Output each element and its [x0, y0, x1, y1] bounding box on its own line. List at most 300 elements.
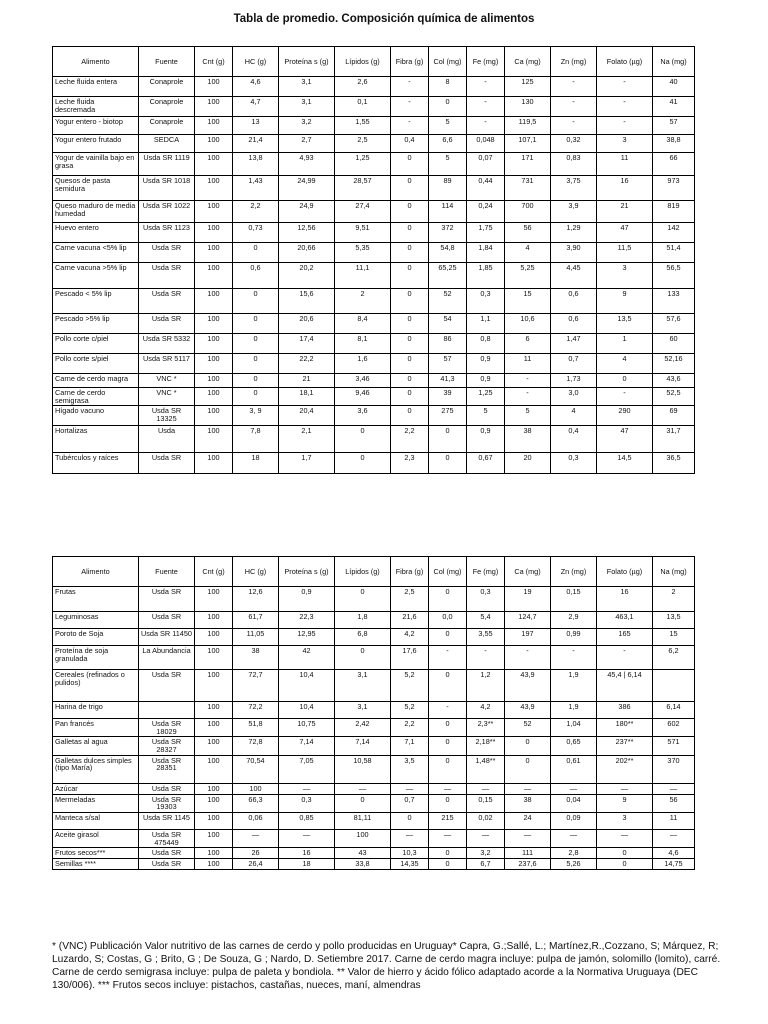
page-title: Tabla de promedio. Composición química de alimentos — [233, 13, 535, 25]
value-cell: 1,9 — [551, 702, 597, 719]
value-cell: 0,65 — [551, 737, 597, 755]
value-cell: 15 — [505, 289, 551, 314]
value-cell: 3,1 — [279, 77, 335, 97]
table-row — [53, 794, 695, 812]
value-cell: 3,75 — [551, 176, 597, 201]
source-cell — [139, 702, 195, 719]
value-cell: — — [653, 829, 695, 847]
source-cell: Usda SR — [139, 859, 195, 870]
value-cell: 0 — [391, 388, 429, 406]
value-cell: 38 — [233, 646, 279, 670]
value-cell: 24 — [505, 812, 551, 829]
value-cell: 100 — [195, 243, 233, 263]
value-cell: 0,83 — [551, 153, 597, 176]
value-cell: 0 — [233, 334, 279, 354]
source-cell: VNC * — [139, 374, 195, 388]
value-cell: 4,93 — [279, 153, 335, 176]
value-cell: - — [551, 646, 597, 670]
value-cell: 11,1 — [335, 263, 391, 289]
source-cell: Usda SR — [139, 612, 195, 629]
value-cell: 21 — [279, 374, 335, 388]
food-name-cell: Yogur entero frutado — [53, 135, 139, 153]
value-cell: 100 — [195, 117, 233, 135]
value-cell: 165 — [597, 629, 653, 646]
value-cell: 10,3 — [391, 848, 429, 859]
value-cell: 100 — [195, 374, 233, 388]
value-cell: — — [335, 783, 391, 794]
value-cell: 27,4 — [335, 201, 391, 223]
value-cell: 47 — [597, 223, 653, 243]
value-cell: 11 — [597, 153, 653, 176]
source-cell: Usda SR 1022 — [139, 201, 195, 223]
source-cell: Usda SR 1123 — [139, 223, 195, 243]
value-cell: 0 — [505, 755, 551, 783]
value-cell: 100 — [195, 426, 233, 453]
value-cell: 7,05 — [279, 755, 335, 783]
value-cell: 72,8 — [233, 737, 279, 755]
source-cell: Usda SR 28327 — [139, 737, 195, 755]
food-name-cell: Pescado >5% lip — [53, 314, 139, 334]
value-cell: 51,4 — [653, 243, 695, 263]
value-cell: 7,1 — [391, 737, 429, 755]
table-row — [53, 243, 695, 263]
value-cell: 9,46 — [335, 388, 391, 406]
value-cell: — — [391, 783, 429, 794]
value-cell: - — [391, 77, 429, 97]
value-cell: - — [429, 702, 467, 719]
value-cell: — — [279, 829, 335, 847]
food-name-cell: Frutas — [53, 587, 139, 612]
value-cell: 107,1 — [505, 135, 551, 153]
table-row — [53, 812, 695, 829]
value-cell: 237,6 — [505, 859, 551, 870]
value-cell: 56 — [653, 794, 695, 812]
value-cell: 100 — [335, 829, 391, 847]
source-cell: VNC * — [139, 388, 195, 406]
value-cell: 2 — [335, 289, 391, 314]
value-cell: 4,45 — [551, 263, 597, 289]
value-cell: 100 — [195, 646, 233, 670]
value-cell: 275 — [429, 406, 467, 426]
value-cell: 5,26 — [551, 859, 597, 870]
value-cell: 973 — [653, 176, 695, 201]
value-cell: 15 — [653, 629, 695, 646]
value-cell: 100 — [195, 670, 233, 702]
table-row — [53, 263, 695, 289]
value-cell: 142 — [653, 223, 695, 243]
value-cell: 0 — [429, 453, 467, 474]
value-cell: 22,3 — [279, 612, 335, 629]
column-header: Fibra (g) — [391, 47, 429, 77]
value-cell: 10,75 — [279, 719, 335, 737]
value-cell: 100 — [195, 135, 233, 153]
value-cell: — — [597, 829, 653, 847]
value-cell: 11,05 — [233, 629, 279, 646]
table-row — [53, 77, 695, 97]
source-cell: Usda SR — [139, 314, 195, 334]
value-cell: 4 — [505, 243, 551, 263]
value-cell: 2,18** — [467, 737, 505, 755]
source-cell: Usda SR 1119 — [139, 153, 195, 176]
value-cell: 114 — [429, 201, 467, 223]
value-cell: — — [653, 783, 695, 794]
value-cell: - — [429, 646, 467, 670]
value-cell: 41 — [653, 97, 695, 117]
value-cell: 54,8 — [429, 243, 467, 263]
food-name-cell: Azúcar — [53, 783, 139, 794]
value-cell: 100 — [195, 783, 233, 794]
value-cell: 56,5 — [653, 263, 695, 289]
value-cell: 0,73 — [233, 223, 279, 243]
value-cell: — — [233, 829, 279, 847]
value-cell: 9 — [597, 794, 653, 812]
value-cell: — — [505, 829, 551, 847]
value-cell: 19 — [505, 587, 551, 612]
food-name-cell: Proteína de soja granulada — [53, 646, 139, 670]
food-name-cell: Leguminosas — [53, 612, 139, 629]
value-cell: 0 — [391, 334, 429, 354]
value-cell: 4,2 — [391, 629, 429, 646]
value-cell: 18 — [233, 453, 279, 474]
value-cell: 14,5 — [597, 453, 653, 474]
value-cell: 26,4 — [233, 859, 279, 870]
value-cell: — — [467, 783, 505, 794]
table-row — [53, 783, 695, 794]
value-cell: - — [551, 117, 597, 135]
value-cell: 0 — [429, 97, 467, 117]
value-cell: 20,2 — [279, 263, 335, 289]
food-name-cell: Harina de trigo — [53, 702, 139, 719]
value-cell: 0,3 — [467, 289, 505, 314]
food-name-cell: Pollo corte c/piel — [53, 334, 139, 354]
value-cell: 36,5 — [653, 453, 695, 474]
food-name-cell: Tubérculos y raíces — [53, 453, 139, 474]
value-cell: 100 — [195, 859, 233, 870]
column-header: Na (mg) — [653, 557, 695, 587]
food-name-cell: Galletas al agua — [53, 737, 139, 755]
value-cell: 66 — [653, 153, 695, 176]
value-cell: 18 — [279, 859, 335, 870]
value-cell: 0,1 — [335, 97, 391, 117]
value-cell: 7,8 — [233, 426, 279, 453]
value-cell: 6,6 — [429, 135, 467, 153]
value-cell: 100 — [195, 77, 233, 97]
value-cell: - — [505, 646, 551, 670]
value-cell: 9 — [597, 289, 653, 314]
value-cell: 31,7 — [653, 426, 695, 453]
table-row — [53, 453, 695, 474]
table-row — [53, 670, 695, 702]
value-cell: 3,1 — [279, 97, 335, 117]
value-cell: 0,04 — [551, 794, 597, 812]
value-cell: 215 — [429, 812, 467, 829]
value-cell: 1,8 — [335, 612, 391, 629]
value-cell: 3,1 — [335, 702, 391, 719]
value-cell: 4 — [597, 354, 653, 374]
value-cell: 0 — [335, 794, 391, 812]
value-cell: 17,4 — [279, 334, 335, 354]
value-cell: 10,6 — [505, 314, 551, 334]
value-cell: 0,61 — [551, 755, 597, 783]
table-row — [53, 334, 695, 354]
table-row — [53, 406, 695, 426]
value-cell: 2,7 — [279, 135, 335, 153]
value-cell: 100 — [195, 612, 233, 629]
value-cell: 3,9 — [551, 201, 597, 223]
value-cell: 100 — [195, 587, 233, 612]
value-cell: 4,7 — [233, 97, 279, 117]
source-cell: Usda SR 1018 — [139, 176, 195, 201]
value-cell: 100 — [195, 153, 233, 176]
value-cell: 0 — [429, 670, 467, 702]
value-cell: 2,9 — [551, 612, 597, 629]
value-cell: 70,54 — [233, 755, 279, 783]
table-row — [53, 829, 695, 847]
column-header: Alimento — [53, 47, 139, 77]
value-cell: 0,6 — [551, 314, 597, 334]
value-cell: 4,6 — [233, 77, 279, 97]
value-cell: 0,6 — [551, 289, 597, 314]
value-cell: 12,6 — [233, 587, 279, 612]
value-cell: 0,9 — [467, 374, 505, 388]
source-cell: La Abundancia — [139, 646, 195, 670]
table-row — [53, 388, 695, 406]
column-header: Fe (mg) — [467, 557, 505, 587]
column-header: Proteína s (g) — [279, 557, 335, 587]
value-cell: 16 — [597, 176, 653, 201]
value-cell: - — [391, 97, 429, 117]
value-cell: 7,14 — [279, 737, 335, 755]
value-cell: — — [597, 783, 653, 794]
value-cell: 100 — [195, 388, 233, 406]
value-cell: 100 — [195, 848, 233, 859]
value-cell: 100 — [195, 629, 233, 646]
column-header: Cnt (g) — [195, 557, 233, 587]
value-cell: 0,67 — [467, 453, 505, 474]
food-name-cell: Queso maduro de media humedad — [53, 201, 139, 223]
source-cell: Usda SR 5117 — [139, 354, 195, 374]
value-cell: 4 — [551, 406, 597, 426]
food-name-cell: Pollo corte s/piel — [53, 354, 139, 374]
value-cell: 2,6 — [335, 77, 391, 97]
column-header: Ca (mg) — [505, 557, 551, 587]
value-cell: 10,58 — [335, 755, 391, 783]
value-cell: 100 — [195, 812, 233, 829]
source-cell: Usda SR — [139, 670, 195, 702]
value-cell: 69 — [653, 406, 695, 426]
column-header: Lípidos (g) — [335, 47, 391, 77]
value-cell: 1 — [597, 334, 653, 354]
value-cell: 3, 9 — [233, 406, 279, 426]
value-cell: 0,07 — [467, 153, 505, 176]
value-cell: 20,4 — [279, 406, 335, 426]
table-row — [53, 848, 695, 859]
value-cell: 61,7 — [233, 612, 279, 629]
value-cell: 197 — [505, 629, 551, 646]
value-cell: 0 — [429, 426, 467, 453]
value-cell: 8,1 — [335, 334, 391, 354]
value-cell: 819 — [653, 201, 695, 223]
value-cell: 0 — [391, 243, 429, 263]
value-cell: 571 — [653, 737, 695, 755]
value-cell: 20 — [505, 453, 551, 474]
value-cell: 290 — [597, 406, 653, 426]
column-header: Fe (mg) — [467, 47, 505, 77]
value-cell: 1,7 — [279, 453, 335, 474]
value-cell: 100 — [195, 314, 233, 334]
value-cell: 100 — [195, 354, 233, 374]
value-cell: 0,8 — [467, 334, 505, 354]
value-cell: — — [551, 783, 597, 794]
value-cell: 171 — [505, 153, 551, 176]
food-name-cell: Yogur entero - biotop — [53, 117, 139, 135]
value-cell: 0,7 — [551, 354, 597, 374]
source-cell: Usda SR 28351 — [139, 755, 195, 783]
value-cell: 1,85 — [467, 263, 505, 289]
value-cell: 0 — [429, 755, 467, 783]
source-cell: Usda SR 11450 — [139, 629, 195, 646]
value-cell: 16 — [279, 848, 335, 859]
food-name-cell: Carne vacuna >5% lip — [53, 263, 139, 289]
footnote: * (VNC) Publicación Valor nutritivo de las carnes de cerdo y pollo producidas en Uruguay* Capra, G.;Sallé, L.; Martínez,R.,Cozzano, S; Márquez, R; Luzardo, S; Costas, G ; Brito, G ; De Souza, G ; Nardo, D. Setiembre 2017. Carne de cerdo magra incluye: pulpa de jamón, solomillo (lomito), carré. Carne de cerdo semigrasa incluye: pulpa de paleta y bondiola. ** Valor de hierro y ácido fólico adaptado acorde a la Normativa Uruguaya (DEC 130/006). *** Frutos secos incluye: pistachos, castañas, nueces, maní, almendras — [52, 941, 721, 992]
source-cell: Usda SR — [139, 587, 195, 612]
value-cell: 3,46 — [335, 374, 391, 388]
table-row — [53, 737, 695, 755]
value-cell: - — [467, 646, 505, 670]
value-cell: 38,8 — [653, 135, 695, 153]
column-header: HC (g) — [233, 557, 279, 587]
value-cell: 14,35 — [391, 859, 429, 870]
value-cell: 66,3 — [233, 794, 279, 812]
value-cell: 0 — [429, 629, 467, 646]
table-row — [53, 117, 695, 135]
column-header: Fibra (g) — [391, 557, 429, 587]
value-cell: 0 — [391, 406, 429, 426]
value-cell: 28,57 — [335, 176, 391, 201]
composition-table-1 — [52, 46, 695, 474]
value-cell: 2 — [653, 587, 695, 612]
value-cell — [653, 670, 695, 702]
value-cell: 12,95 — [279, 629, 335, 646]
value-cell: 8,4 — [335, 314, 391, 334]
column-header: Na (mg) — [653, 47, 695, 77]
value-cell: 0 — [391, 153, 429, 176]
value-cell: — — [505, 783, 551, 794]
table-row — [53, 702, 695, 719]
value-cell: 0,99 — [551, 629, 597, 646]
value-cell: 20,6 — [279, 314, 335, 334]
value-cell: 1,75 — [467, 223, 505, 243]
value-cell: 0 — [597, 859, 653, 870]
value-cell: 39 — [429, 388, 467, 406]
table-row — [53, 719, 695, 737]
value-cell: 3,55 — [467, 629, 505, 646]
table-row — [53, 859, 695, 870]
value-cell: 47 — [597, 426, 653, 453]
value-cell: 5,4 — [467, 612, 505, 629]
value-cell: 1,1 — [467, 314, 505, 334]
source-cell: Usda SR — [139, 848, 195, 859]
column-header: HC (g) — [233, 47, 279, 77]
value-cell: 0,6 — [233, 263, 279, 289]
food-name-cell: Semillas **** — [53, 859, 139, 870]
table-row — [53, 755, 695, 783]
value-cell: 22,2 — [279, 354, 335, 374]
value-cell: 1,47 — [551, 334, 597, 354]
column-header: Proteína s (g) — [279, 47, 335, 77]
value-cell: 0 — [335, 646, 391, 670]
value-cell: 0 — [429, 719, 467, 737]
value-cell: 43,9 — [505, 670, 551, 702]
table-row — [53, 354, 695, 374]
value-cell: 26 — [233, 848, 279, 859]
value-cell: 100 — [195, 263, 233, 289]
table-row — [53, 289, 695, 314]
value-cell: 0 — [233, 314, 279, 334]
value-cell: 13,5 — [653, 612, 695, 629]
source-cell: Usda SR 18029 — [139, 719, 195, 737]
column-header: Ca (mg) — [505, 47, 551, 77]
value-cell: 52,5 — [653, 388, 695, 406]
value-cell: 43,9 — [505, 702, 551, 719]
table-row — [53, 135, 695, 153]
column-header: Folato (µg) — [597, 557, 653, 587]
value-cell: 3,1 — [335, 670, 391, 702]
value-cell: - — [551, 97, 597, 117]
value-cell: 57 — [429, 354, 467, 374]
value-cell: 45,4 | 6,14 — [597, 670, 653, 702]
value-cell: 11 — [653, 812, 695, 829]
value-cell: 0 — [335, 587, 391, 612]
value-cell: - — [505, 388, 551, 406]
value-cell: 52,16 — [653, 354, 695, 374]
food-name-cell: Carne vacuna <5% lip — [53, 243, 139, 263]
value-cell: 0 — [429, 859, 467, 870]
source-cell: Usda SR 19303 — [139, 794, 195, 812]
value-cell: 60 — [653, 334, 695, 354]
value-cell: 1,84 — [467, 243, 505, 263]
value-cell: 40 — [653, 77, 695, 97]
value-cell: 0,15 — [467, 794, 505, 812]
value-cell: 3 — [597, 812, 653, 829]
value-cell: 119,5 — [505, 117, 551, 135]
value-cell: 57,6 — [653, 314, 695, 334]
column-header: Fuente — [139, 47, 195, 77]
food-name-cell: Hortalizas — [53, 426, 139, 453]
value-cell: - — [505, 374, 551, 388]
value-cell: 372 — [429, 223, 467, 243]
value-cell: 100 — [195, 702, 233, 719]
value-cell: — — [391, 829, 429, 847]
value-cell: 0 — [391, 176, 429, 201]
value-cell: — — [429, 829, 467, 847]
value-cell: 0 — [233, 374, 279, 388]
value-cell: 0,4 — [551, 426, 597, 453]
value-cell: 602 — [653, 719, 695, 737]
source-cell: Usda — [139, 426, 195, 453]
value-cell: 0 — [233, 354, 279, 374]
column-header: Zn (mg) — [551, 47, 597, 77]
source-cell: Usda SR — [139, 243, 195, 263]
table-row — [53, 426, 695, 453]
value-cell: 5,2 — [391, 702, 429, 719]
value-cell: 0,7 — [391, 794, 429, 812]
value-cell: 0 — [391, 314, 429, 334]
value-cell: - — [597, 388, 653, 406]
value-cell: 65,25 — [429, 263, 467, 289]
value-cell: — — [279, 783, 335, 794]
value-cell: 100 — [195, 719, 233, 737]
